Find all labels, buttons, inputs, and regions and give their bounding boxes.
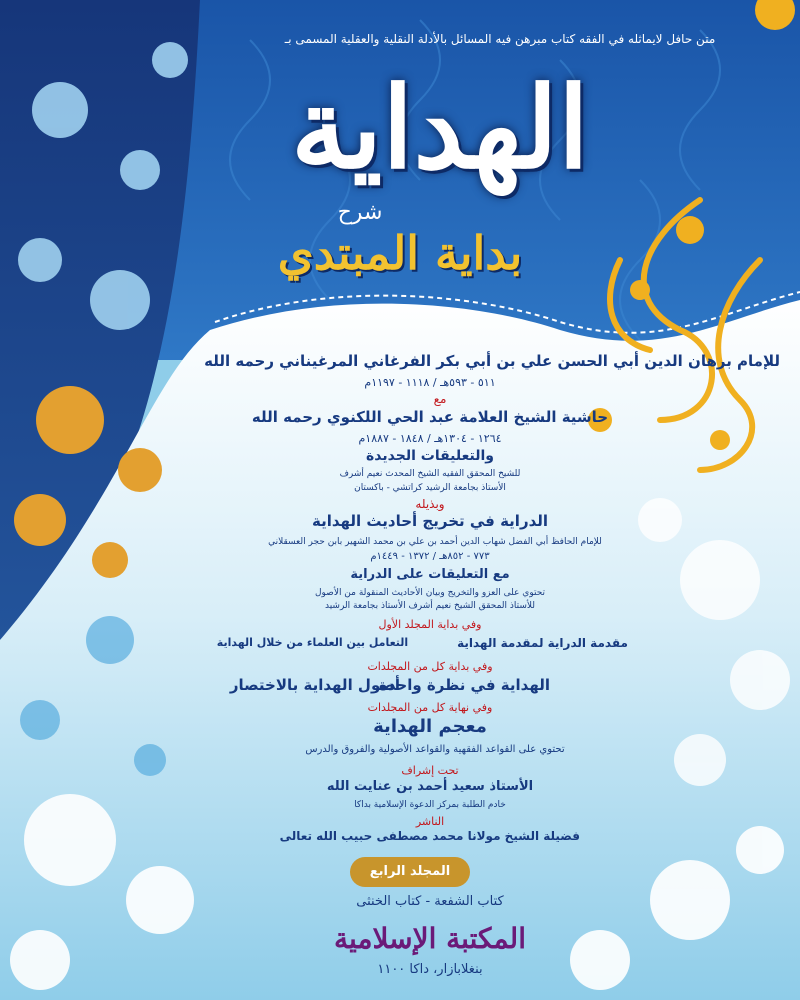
intro-line: متن حافل لايماثله في الفقه كتاب مبرهن فيه المسائل بالأدلة النقلية والعقلية المسمى بـ [284,32,716,46]
diraya-line2: ٧٧٣ - ٨٥٢هـ / ١٣٧٢ - ١٤٤٩م [370,551,490,562]
author-name: للإمام برهان الدين أبي الحسن علي بن أبي بكر الفرغاني المرغيناني رحمه الله [204,352,780,370]
publisher-credit-label: الناشر [415,815,445,828]
hashiya-dates: ١٢٦٤ - ١٣٠٤هـ / ١٨٤٨ - ١٨٨٧م [358,432,502,445]
volume1-item-right: مقدمة الدراية لمقدمة الهداية [457,636,628,650]
taliqat-line2: الأستاذ بجامعة الرشيد كراتشي - باكستان [354,483,506,493]
diraya-title: الدراية في تخريج أحاديث الهداية [311,512,549,530]
diraya-line1: للإمام الحافظ أبي الفضل شهاب الدين أحمد بن علي بن محمد الشهير بابن حجر العسقلاني [268,537,602,547]
publisher-address: بنغلابازار، داكا ١١٠٠ [377,962,483,977]
wa-bi-dhaylihi: وبذيله [415,497,445,511]
publisher-name: المكتبة الإسلامية [334,922,526,955]
main-title: الهداية [291,63,589,194]
mujam-description: تحتوي على القواعد الفقهية والقواعد الأصولية والفروق والدرس [305,744,565,755]
hashiya-title: حاشية الشيخ العلامة عبد الحي اللكنوي رحمه الله [251,408,609,426]
author-dates: ٥١١ - ٥٩٣هـ / ١١١٨ - ١١٩٧م [364,376,496,389]
each-volume-end-label: وفي نهاية كل من المجلدات [367,701,493,714]
supervision-label: تحت إشراف [401,764,459,777]
volume1-label: وفي بداية المجلد الأول [378,618,482,631]
diraya-notes-line2: للأستاذ المحقق الشيخ نعيم أشرف الأستاذ بجامعة الرشيد [324,601,536,611]
with-label: مع [433,392,447,406]
supervision-name: الأستاذ سعيد أحمد بن عنايت الله [326,779,534,794]
subtitle: بداية المبتدي [277,226,523,280]
each-volume-start-item-right: الهداية في نظرة واحدة [378,676,550,694]
each-volume-start-item-left: أصول الهداية بالاختصار [229,676,400,694]
taliqat-title: والتعليقات الجديدة [366,448,494,464]
diraya-notes-line1: تحتوي على العزو والتخريج وبيان الأحاديث المنقولة من الأصول [314,588,546,598]
supervision-role: خادم الطلبة بمركز الدعوة الإسلامية بداكا [354,800,506,810]
books-line: كتاب الشفعة - كتاب الخنثى [356,894,504,909]
diraya-notes-title: مع التعليقات على الدراية [350,567,510,582]
taliqat-line1: للشيخ المحقق الفقيه الشيخ المحدث نعيم أشرف [339,469,521,479]
volume1-item-left: التعامل بين العلماء من خلال الهداية [216,636,409,649]
mujam-title: معجم الهداية [373,716,487,737]
publisher-credit-name: فضيلة الشيخ مولانا محمد مصطفى حبيب الله تعالى [279,829,580,843]
sharh-label: شرح [337,200,383,225]
volume-badge: المجلد الرابع [350,857,470,887]
each-volume-start-label: وفي بداية كل من المجلدات [367,660,493,673]
